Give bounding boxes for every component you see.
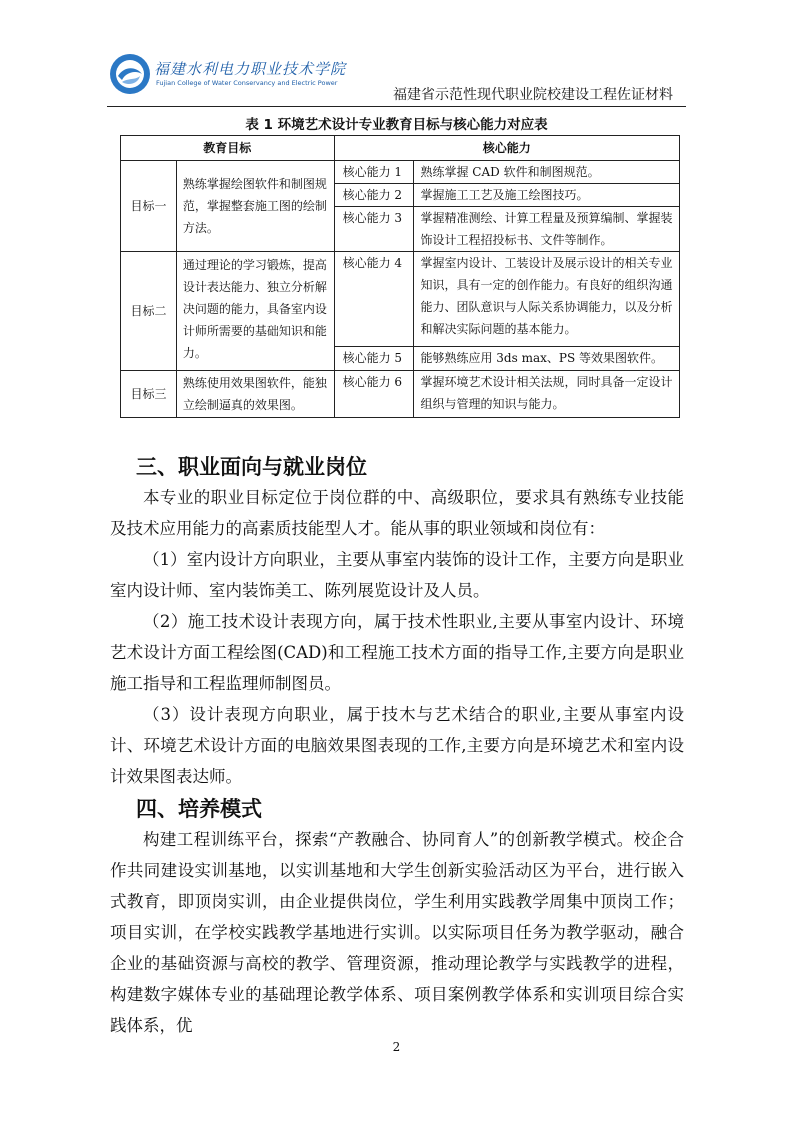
goal-description: 通过理论的学习锻炼，提高设计表达能力、独立分析解决问题的能力，具备室内设计师所需要的基础知识和能力。	[176, 252, 334, 371]
ability-description: 掌握室内设计、工装设计及展示设计的相关专业知识，具有一定的创作能力。有良好的组织沟通能力、团队意识与人际关系协调能力，以及分析和解决实际问题的基本能力。	[414, 252, 680, 347]
ability-description: 熟练掌握 CAD 软件和制图规范。	[414, 161, 680, 184]
section-heading-training-mode: 四、培养模式	[136, 797, 262, 821]
body-paragraph: （3）设计表现方向职业，属于技木与艺术结合的职业,主要从事室内设计、环境艺术设计方面的电脑效果图表现的工作,主要方向是环境艺术和室内设计效果图表达师。	[110, 705, 684, 786]
table-header-row	[121, 136, 680, 161]
ability-label: 核心能力 4	[334, 252, 414, 347]
table-row	[121, 252, 680, 347]
goals-abilities-table	[120, 135, 680, 418]
ability-label: 核心能力 6	[334, 371, 414, 418]
ability-description: 掌握精准测绘、计算工程量及预算编制、掌握装饰设计工程招投标书、文件等制作。	[414, 207, 680, 252]
body-paragraph: 本专业的职业目标定位于岗位群的中、高级职位，要求具有熟练专业技能及技术应用能力的高素质技能型人才。能从事的职业领域和岗位有：	[110, 488, 684, 538]
page-number: 2	[392, 1040, 401, 1054]
goal-description: 熟练掌握绘图软件和制图规范，掌握整套施工图的绘制方法。	[176, 161, 334, 252]
goal-label: 目标二	[121, 252, 177, 371]
ability-description: 能够熟练应用 3ds max、PS 等效果图软件。	[414, 346, 680, 370]
goal-label: 目标一	[121, 161, 177, 252]
ability-label: 核心能力 2	[334, 184, 414, 207]
ability-label: 核心能力 1	[334, 161, 414, 184]
college-emblem-icon	[108, 52, 152, 96]
column-header-goal: 教育目标	[121, 136, 335, 161]
body-paragraph: （2）施工技术设计表现方向，属于技术性职业,主要从事室内设计、环境艺术设计方面工程绘图(CAD)和工程施工技术方面的指导工作,主要方向是职业施工指导和工程监理师制图员。	[110, 612, 684, 693]
section-heading-career: 三、职业面向与就业岗位	[136, 455, 367, 479]
column-header-ability: 核心能力	[334, 136, 679, 161]
goal-label: 目标三	[121, 371, 177, 418]
table-row	[121, 371, 680, 418]
body-paragraph: 构建工程训练平台，探索“产教融合、协同育人”的创新教学模式。校企合作共同建设实训基地，以实训基地和大学生创新实验活动区为平台，进行嵌入式教育，即顶岗实训，由企业提供岗位，学生利用实践教学周集中顶岗工作；项目实训，在学校实践教学基地进行实训。以实际项目任务为教学驱动，融合企业的基础资源与高校的教学、管理资源，推动理论教学与实践教学的进程，构建数字媒体专业的基础理论教学体系、项目案例教学体系和实训项目综合实践体系，优	[110, 830, 684, 1035]
goal-description: 熟练使用效果图软件，能独立绘制逼真的效果图。	[176, 371, 334, 418]
ability-label: 核心能力 5	[334, 346, 414, 370]
ability-description: 掌握环境艺术设计相关法规，同时具备一定设计组织与管理的知识与能力。	[414, 371, 680, 418]
logo-title: 福建水利电力职业技术学院	[154, 60, 347, 78]
header-divider	[107, 106, 686, 107]
college-logo	[108, 50, 347, 100]
ability-description: 掌握施工工艺及施工绘图技巧。	[414, 184, 680, 207]
ability-label: 核心能力 3	[334, 207, 414, 252]
table-row	[121, 161, 680, 184]
document-label: 福建省示范性现代职业院校建设工程佐证材料	[393, 87, 673, 103]
table-caption: 表 1 环境艺术设计专业教育目标与核心能力对应表	[245, 117, 548, 133]
body-paragraph: （1）室内设计方向职业，主要从事室内装饰的设计工作，主要方向是职业室内设计师、室内装饰美工、陈列展览设计及人员。	[110, 550, 684, 600]
logo-subtitle: Fujian College of Water Conservancy and Electric Power	[156, 79, 338, 87]
